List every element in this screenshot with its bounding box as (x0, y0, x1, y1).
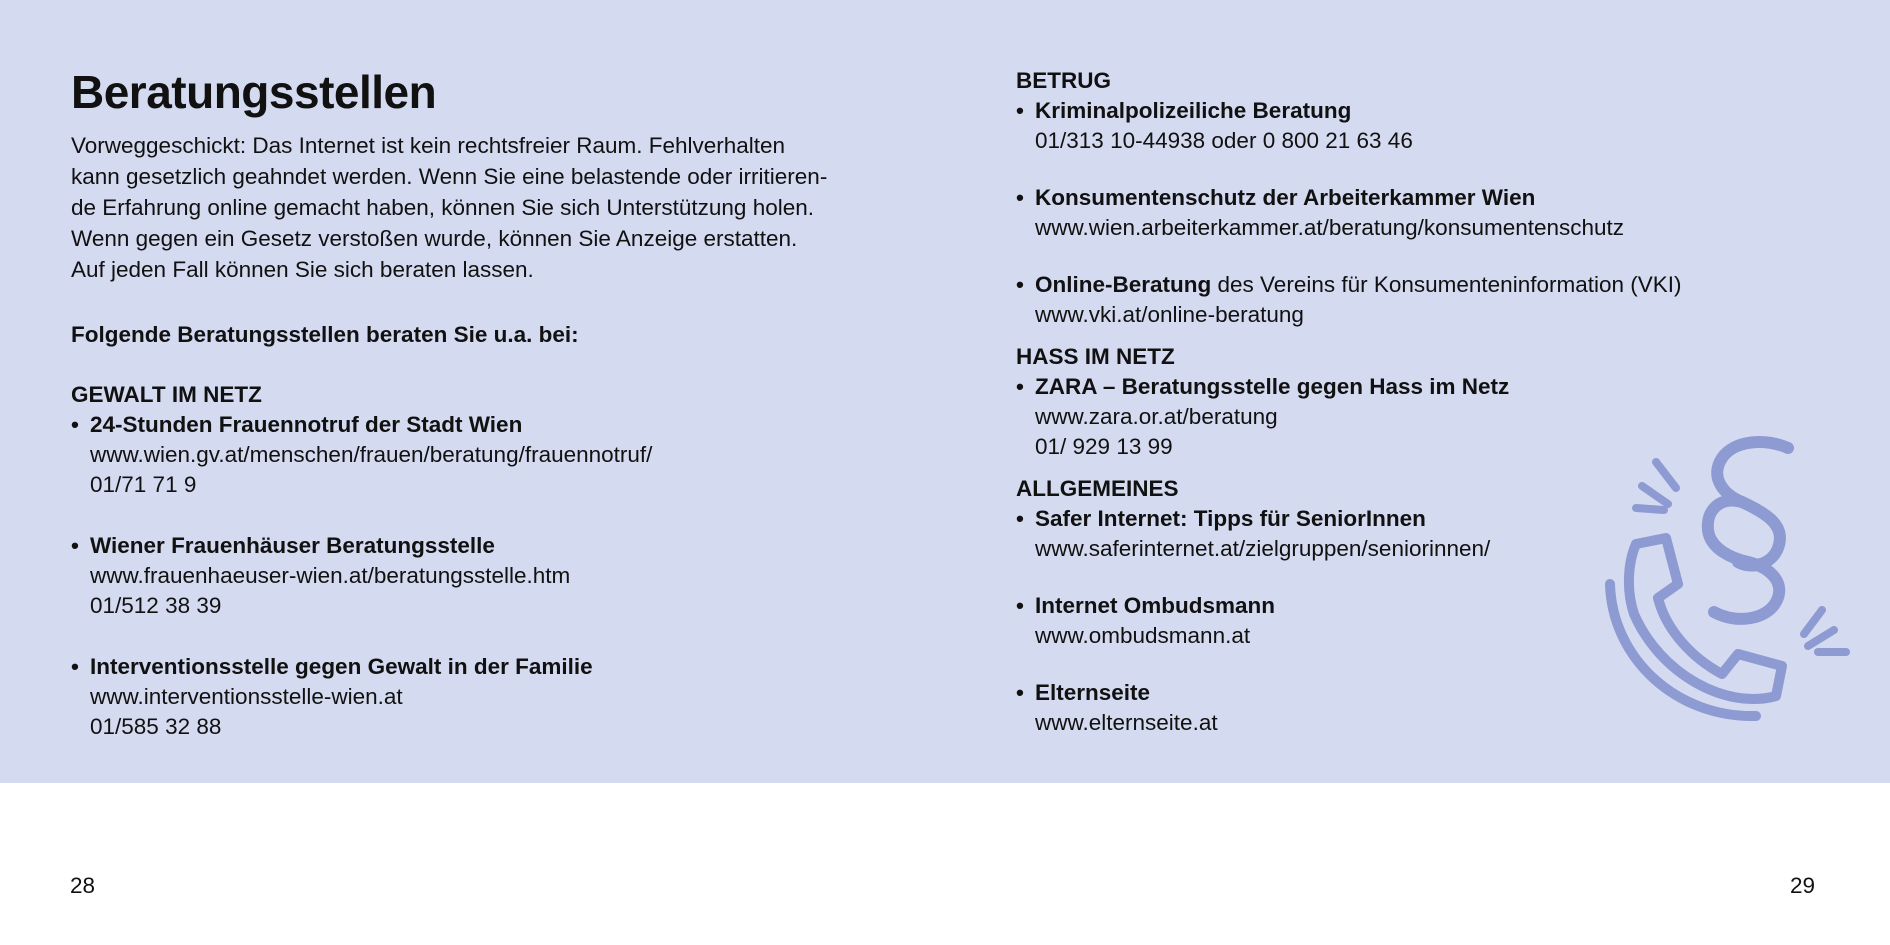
entry-name: ZARA – Beratungsstelle gegen Hass im Netz (1035, 374, 1510, 399)
entry-name: Online-Beratung (1035, 272, 1212, 297)
entry-url: www.wien.arbeiterkammer.at/beratung/konsumentenschutz (1035, 215, 1625, 240)
page-title: Beratungsstellen (71, 66, 437, 118)
intro-paragraph (71, 130, 911, 285)
list-item: • Wiener Frauenhäuser Beratungsstelle www.frauenhaeuser-wien.at/beratungsstelle.htm 01/512 38 39 (71, 531, 911, 621)
list-item: • Konsumentenschutz der Arbeiterkammer Wien www.wien.arbeiterkammer.at/beratung/konsumentenschutz (1016, 183, 1876, 243)
page-number-right: 29 (1790, 873, 1816, 898)
intro-line: Wenn gegen ein Gesetz verstoßen wurde, können Sie Anzeige erstatten. (71, 226, 798, 251)
entry-name: Safer Internet: Tipps für SeniorInnen (1035, 506, 1426, 531)
entry-name: Internet Ombudsmann (1035, 593, 1276, 618)
entry-name: Interventionsstelle gegen Gewalt in der Familie (90, 654, 593, 679)
entry-url: www.ombudsmann.at (1035, 623, 1251, 648)
page-number-left: 28 (70, 873, 96, 898)
entry-name: Elternseite (1035, 680, 1151, 705)
entry-phone: 01/585 32 88 (90, 714, 222, 739)
entry-phone: 01/ 929 13 99 (1035, 434, 1173, 459)
section-title-gewalt: GEWALT IM NETZ (71, 382, 262, 407)
list-item: • Elternseite www.elternseite.at (1016, 678, 1876, 738)
list-item: • Interventionsstelle gegen Gewalt in der Familie www.interventionsstelle-wien.at 01/585 32 88 (71, 652, 911, 742)
section-title-hass: HASS IM NETZ (1016, 344, 1175, 369)
entry-name: Kriminalpolizeiliche Beratung (1035, 98, 1352, 123)
list-item: • 24-Stunden Frauennotruf der Stadt Wien www.wien.gv.at/menschen/frauen/beratung/frauennotruf/ 01/71 71 9 (71, 410, 911, 500)
section-title-allgemeines: ALLGEMEINES (1016, 476, 1179, 501)
entry-url: www.frauenhaeuser-wien.at/beratungsstelle.htm (90, 563, 571, 588)
intro-line: Vorweggeschickt: Das Internet ist kein rechtsfreier Raum. Fehlverhalten (71, 133, 786, 158)
list-item: • ZARA – Beratungsstelle gegen Hass im Netz www.zara.or.at/beratung 01/ 929 13 99 (1016, 372, 1876, 462)
entry-url: www.wien.gv.at/menschen/frauen/beratung/frauennotruf/ (90, 442, 653, 467)
entry-url: www.zara.or.at/beratung (1035, 404, 1278, 429)
lead-text: Folgende Beratungsstellen beraten Sie u.a. bei: (71, 322, 579, 347)
intro-line: Auf jeden Fall können Sie sich beraten lassen. (71, 257, 534, 282)
phone-paragraph-icon (1596, 434, 1856, 734)
entry-url: www.interventionsstelle-wien.at (90, 684, 403, 709)
entry-phone: 01/313 10-44938 oder 0 800 21 63 46 (1035, 128, 1413, 153)
list-item: • Safer Internet: Tipps für SeniorInnen www.saferinternet.at/zielgruppen/seniorinnen/ (1016, 504, 1876, 564)
entry-phone: 01/512 38 39 (90, 593, 222, 618)
left-column (71, 62, 911, 742)
section-title-betrug: BETRUG (1016, 68, 1111, 93)
entry-phone: 01/71 71 9 (90, 472, 197, 497)
entry-name: Wiener Frauenhäuser Beratungsstelle (90, 533, 495, 558)
entry-url: www.saferinternet.at/zielgruppen/seniorinnen/ (1035, 536, 1491, 561)
list-item: • Online-Beratung des Vereins für Konsumenteninformation (VKI) www.vki.at/online-beratung (1016, 270, 1876, 330)
entry-url: www.vki.at/online-beratung (1035, 302, 1304, 327)
entry-name: 24-Stunden Frauennotruf der Stadt Wien (90, 412, 523, 437)
intro-line: kann gesetzlich geahndet werden. Wenn Sie eine belastende oder irritieren- (71, 164, 828, 189)
entry-name: Konsumentenschutz der Arbeiterkammer Wien (1035, 185, 1536, 210)
entry-url: www.elternseite.at (1035, 710, 1218, 735)
list-item: • Internet Ombudsmann www.ombudsmann.at (1016, 591, 1876, 651)
intro-line: de Erfahrung online gemacht haben, können Sie sich Unterstützung holen. (71, 195, 814, 220)
list-item: • Kriminalpolizeiliche Beratung 01/313 10-44938 oder 0 800 21 63 46 (1016, 96, 1876, 156)
entry-name-suffix: des Vereins für Konsumenteninformation (VKI) (1211, 272, 1682, 297)
